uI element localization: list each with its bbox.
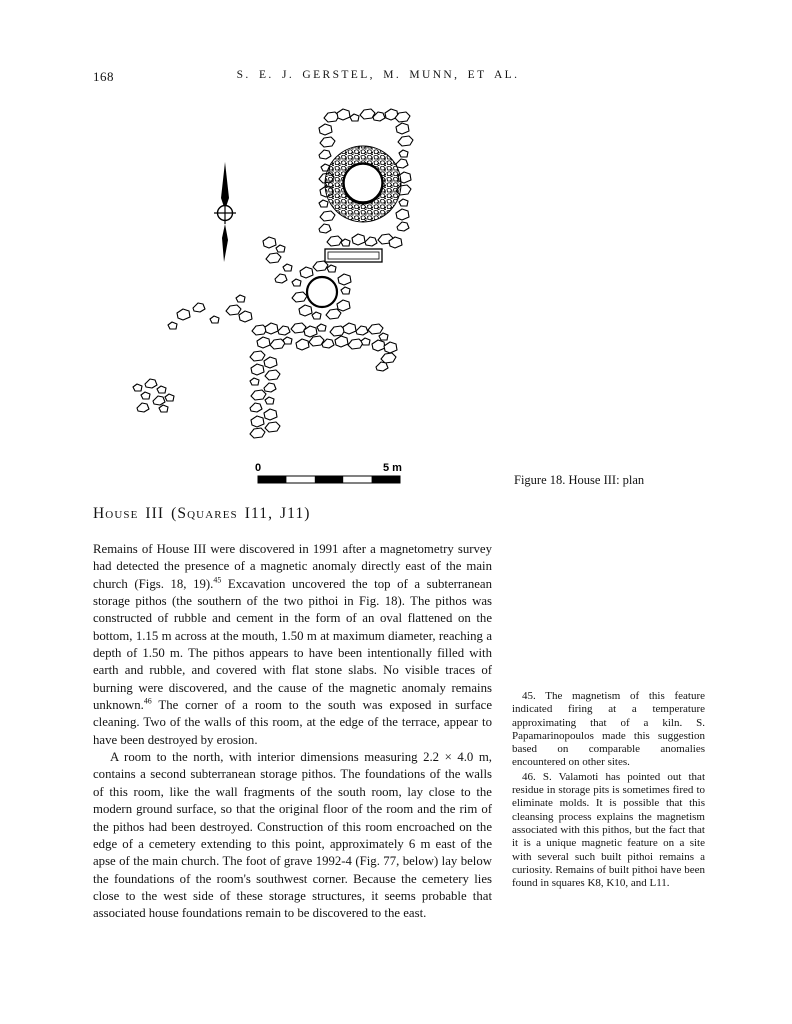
section-heading: House III (Squares I11, J11): [93, 505, 311, 522]
scale-zero-label: 0: [255, 462, 262, 474]
south-pithos: [292, 261, 351, 319]
running-header: [93, 69, 663, 87]
scale-5m-label: 5 m: [383, 462, 402, 474]
para1-seg2: Excavation uncovered the top of a subterranean storage pithos (the southern of the two pithoi in Fig. 18). The pithos was constructed of rubble and cement in the form of an oval flattened on the bottom, 1.15 m across at the mouth, 1.50 m at maximum diameter, reaching a depth of 1.50 m. The pithos appears to have been intentionally filled with earth and rubble, and covered with flat stone slabs. No visible traces of burning were discovered, and the cause of the magnetic anomaly remains unknown.: [93, 576, 492, 713]
body-text: [93, 541, 492, 923]
south-room-corner-wall: [250, 323, 397, 438]
north-pithos: [325, 146, 401, 222]
scattered-stones-center: [263, 237, 292, 283]
paragraph-2: A room to the north, with interior dimensions measuring 2.2 × 4.0 m, contains a second subterranean storage pithos. The foundations of the walls of this room, like the wall fragments of the south room, lay close to the modern ground surface, so that the original floor of the room and the rim of the pithos had been destroyed. Construction of this room encroached on the edge of a cemetery extending to this point, approximately 6 m east of the apse of the main church. The foot of grave 1992-4 (Fig. 77, below) lay below the foundations of the room's southwest corner. Because the cemetery lies close to the west side of these storage structures, it seems probable that associated house foundations remain to be discovered to the east.: [93, 750, 492, 921]
running-title: S. E. J. GERSTEL, M. MUNN, ET AL.: [236, 69, 520, 81]
footnote-ref-46: 46: [143, 696, 152, 706]
footnote-ref-45: 45: [213, 575, 222, 585]
scattered-stones-west: [168, 295, 252, 329]
para1-seg1: Remains of House III were discovered in 1991 after a magnetometry survey had detected the presence of a magnetic anomaly directly east of the main church (Figs. 18, 19).: [93, 542, 492, 591]
margin-notes: [512, 690, 705, 891]
figure-caption: Figure 18. House III: plan: [514, 473, 645, 487]
page-number: 168: [93, 69, 114, 84]
footnote-46: 46. S. Valamoti has pointed out that residue in storage pits is sometimes fired to eliminate molds. It is possible that this cleansing process explains the magnetism associated with this pithos, but the fact that it is a unique magnetic feature on a site with several such built pithoi remains a curiosity. Remains of built pithoi have been found in squares K8, K10, and L11.: [512, 770, 705, 890]
slab-feature: [325, 249, 382, 262]
paragraph-1: [93, 541, 492, 749]
north-arrow-icon: [214, 162, 236, 262]
scattered-stones-southwest: [133, 379, 174, 412]
scale-bar: [255, 462, 402, 483]
para1-seg3: The corner of a room to the south was exposed in surface cleaning. Two of the walls of this room, at the edge of the terrace, appear to have been destroyed by erosion.: [93, 698, 492, 747]
house-plan-figure: [100, 100, 450, 495]
footnote-45: 45. The magnetism of this feature indicated firing at a temperature approximating that of a kiln. S. Papamarinopoulos made this suggestion based on comparable anomalies encountered on other sites.: [512, 690, 705, 769]
